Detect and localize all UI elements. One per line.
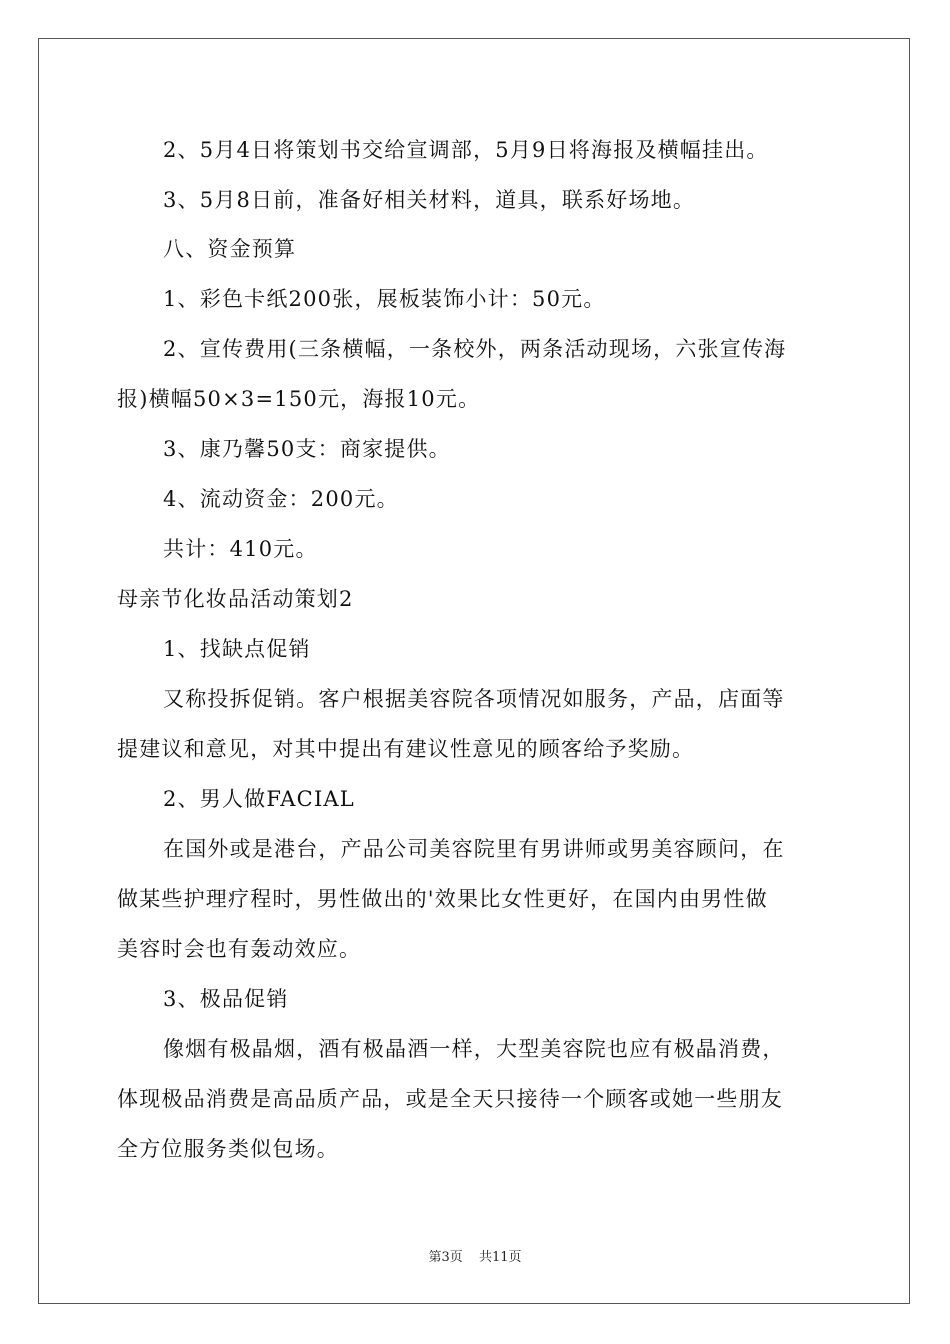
paragraph-line: 提建议和意见，对其中提出有建议性意见的顾客给予奖励。 bbox=[117, 737, 695, 761]
paragraph-line: 在国外或是港台，产品公司美容院里有男讲师或男美容顾问，在 bbox=[163, 837, 785, 861]
paragraph-line: 像烟有极晶烟，酒有极晶酒一样，大型美容院也应有极晶消费， bbox=[163, 1037, 785, 1061]
paragraph-line: 体现极品消费是高品质产品，或是全天只接待一个顾客或她一些朋友 bbox=[117, 1087, 783, 1111]
paragraph-line: 美容时会也有轰动效应。 bbox=[117, 937, 362, 961]
paragraph-line: 共计：410元。 bbox=[163, 537, 318, 561]
paragraph-line: 又称投拆促销。客户根据美容院各项情况如服务，产品，店面等 bbox=[163, 687, 785, 711]
section-heading: 八、资金预算 bbox=[163, 237, 297, 261]
paragraph-line: 3、5月8日前，准备好相关材料，道具，联系好场地。 bbox=[163, 188, 696, 212]
document-title: 母亲节化妆品活动策划2 bbox=[117, 587, 354, 611]
paragraph-line: 2、5月4日将策划书交给宣调部，5月9日将海报及横幅挂出。 bbox=[163, 138, 769, 162]
section-heading: 2、男人做FACIAL bbox=[163, 787, 355, 811]
section-heading: 3、极品促销 bbox=[163, 987, 289, 1011]
section-heading: 1、找缺点促销 bbox=[163, 637, 311, 661]
paragraph-line: 3、康乃馨50支：商家提供。 bbox=[163, 437, 451, 461]
page-border bbox=[38, 38, 910, 1304]
paragraph-line: 4、流动资金：200元。 bbox=[163, 487, 399, 511]
page-total: 共11页 bbox=[478, 1250, 522, 1265]
paragraph-line: 1、彩色卡纸200张，展板装饰小计：50元。 bbox=[163, 287, 606, 311]
paragraph-line: 做某些护理疗程时，男性做出的'效果比女性更好，在国内由男性做 bbox=[117, 887, 768, 911]
paragraph-line: 2、宣传费用(三条横幅，一条校外，两条活动现场，六张宣传海 bbox=[163, 337, 787, 361]
page-footer bbox=[0, 1246, 950, 1265]
paragraph-line: 报)横幅50×3=150元，海报10元。 bbox=[117, 387, 481, 411]
page-number: 第3页 bbox=[428, 1250, 463, 1265]
paragraph-line: 全方位服务类似包场。 bbox=[117, 1137, 339, 1161]
